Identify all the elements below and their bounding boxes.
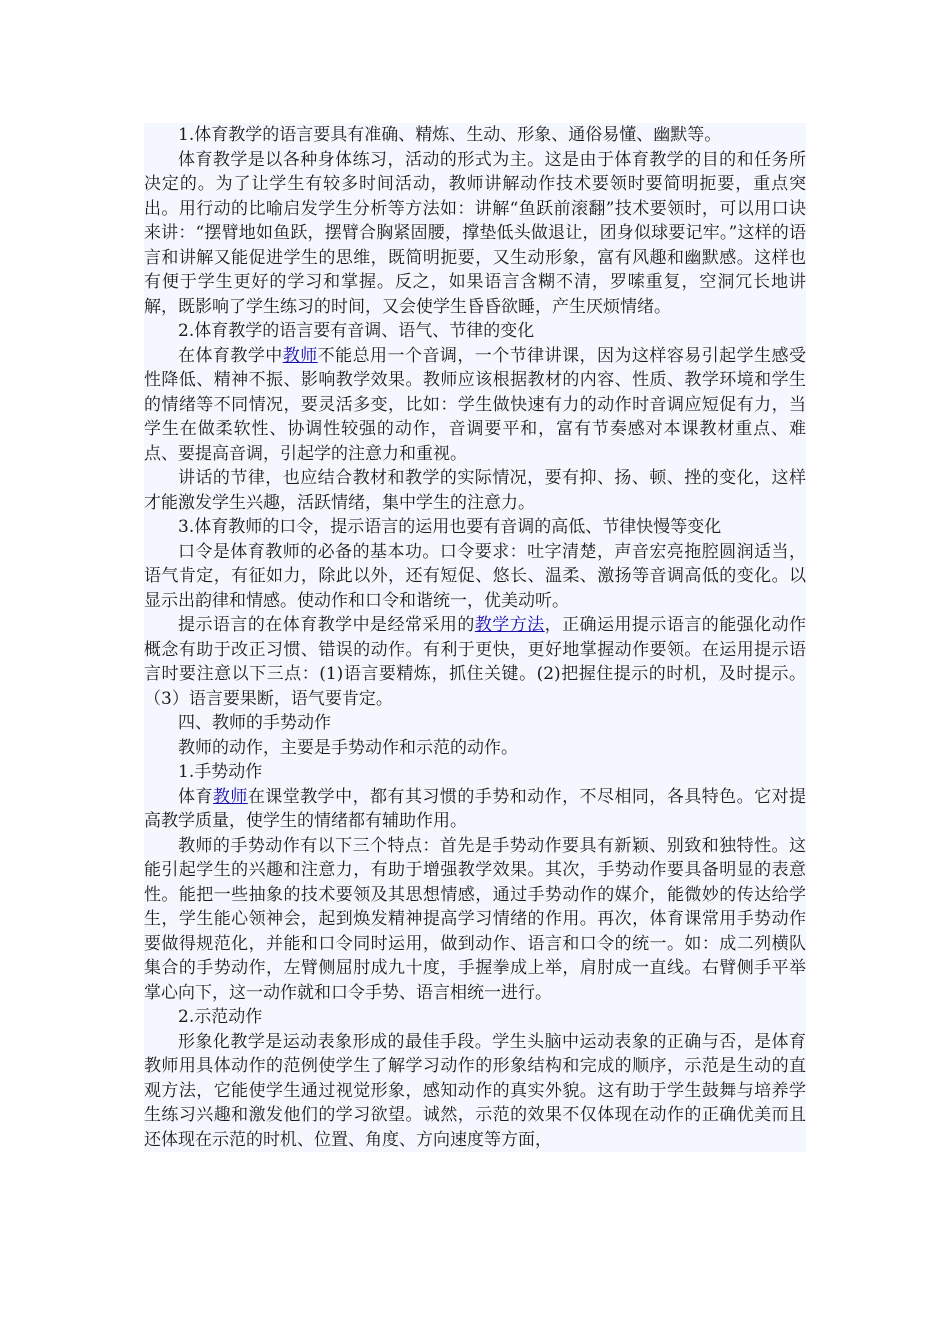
inline-link[interactable]: 教学方法: [474, 615, 545, 635]
text-run: 2.体育教学的语言要有音调、语气、节律的变化: [178, 321, 535, 341]
article-text: [144, 123, 806, 1152]
text-run: 不能总用一个音调，一个节律讲课，因为这样容易引起学生感受性降低、精神不振、影响教学效果。教师应该根据教材的内容、性质、教学环境和学生的情绪等不同情况，要灵活多变，比如：学生做快速有力的动作时音调应短促有力，当学生在做柔软性、协调性较强的动作，音调要平和，富有节奏感对本课教材重点、难点、要提高音调，引起学的注意力和重视。: [144, 345, 807, 464]
text-run: ，正确运用提示语言的能强化动作概念有助于改正习惯、错误的动作。有利于更快，更好地掌握动作要领。在运用提示语言时要注意以下三点：(1)语言要精炼，抓住关键。(2)把握住提示的时机，及时提示。（3）语言要果断，语气要肯定。: [144, 615, 807, 709]
body-paragraph: [144, 540, 806, 614]
text-run: 体育教学是以各种身体练习，活动的形式为主。这是由于体育教学的目的和任务所决定的。为了让学生有较多时间活动，教师讲解动作技术要领时要简明扼要，重点突出。用行动的比喻启发学生分析等方法如：讲解“鱼跃前滚翻”技术要领时，可以用口诀来讲：“摆臂地如鱼跃，摆臂合胸紧固腰，撑垫低头做退让，团身似球要记牢。”这样的语言和讲解又能促进学生的思维，既简明扼要，又生动形象，富有风趣和幽默感。这样也有便于学生更好的学习和掌握。反之，如果语言含糊不清，罗嗦重复，空洞冗长地讲解，既影响了学生练习的时间，又会使学生昏昏欲睡，产生厌烦情绪。: [144, 149, 806, 317]
text-run: 1.体育教学的语言要具有准确、精炼、生动、形象、通俗易懂、幽默等。: [178, 125, 722, 145]
text-run: 教师的动作，主要是手势动作和示范的动作。: [178, 737, 518, 758]
body-paragraph: [144, 834, 806, 1006]
text-run: 在体育教学中: [178, 345, 283, 366]
text-run: 在课堂教学中，都有其习惯的手势和动作，不尽相同，各具特色。它对提高教学质量，使学生的情绪都有辅助作用。: [144, 786, 807, 831]
text-run: 3.体育教师的口令，提示语言的运用也要有音调的高低、节律快慢等变化: [178, 517, 722, 537]
text-run: 四、教师的手势动作: [178, 713, 331, 733]
text-run: 2.示范动作: [178, 1007, 263, 1027]
text-run: 讲话的节律，也应结合教材和教学的实际情况，要有抑、扬、顿、挫的变化，这样才能激发学生兴趣，活跃情绪，集中学生的注意力。: [144, 468, 806, 513]
section-heading: [144, 319, 806, 344]
section-heading: [144, 1005, 806, 1030]
body-paragraph: [144, 613, 806, 711]
text-run: 1.手势动作: [178, 762, 263, 782]
text-run: 体育: [178, 786, 213, 807]
section-heading: [144, 760, 806, 785]
inline-link[interactable]: 教师: [212, 786, 248, 807]
section-heading: [144, 711, 806, 736]
body-paragraph: [144, 344, 806, 467]
text-run: 形象化教学是运动表象形成的最佳手段。学生头脑中运动表象的正确与否，是体育教师用具体动作的范例使学生了解学习动作的形象结构和完成的顺序，示范是生动的直观方法，它能使学生通过视觉形象，感知动作的真实外貌。这有助于学生鼓舞与培养学生练习兴趣和激发他们的学习欲望。诚然，示范的效果不仅体现在动作的正确优美而且还体现在示范的时机、位置、角度、方向速度等方面，: [144, 1031, 806, 1150]
section-heading: [144, 515, 806, 540]
inline-link[interactable]: 教师: [282, 345, 318, 366]
body-paragraph: [144, 785, 806, 834]
section-heading: [144, 123, 806, 148]
body-paragraph: [144, 1030, 806, 1153]
text-run: 提示语言的在体育教学中是经常采用的: [178, 615, 475, 635]
body-paragraph: [144, 148, 806, 320]
text-run: 口令是体育教师的必备的基本功。口令要求：吐字清楚，声音宏亮拖腔圆润适当，语气肯定，有征如力，除此以外，还有短促、悠长、温柔、激扬等音调高低的变化。以显示出韵律和情感。使动作和口令和谐统一，优美动听。: [144, 541, 806, 611]
body-paragraph: [144, 466, 806, 515]
text-run: 教师的手势动作有以下三个特点：首先是手势动作要具有新颖、别致和独特性。这能引起学生的兴趣和注意力，有助于增强教学效果。其次，手势动作要具备明显的表意性。能把一些抽象的技术要领及其思想情感，通过手势动作的媒介，能微妙的传达给学生，学生能心领神会，起到焕发精神提高学习情绪的作用。再次，体育课常用手势动作要做得规范化，并能和口令同时运用，做到动作、语言和口令的统一。如：成二列横队集合的手势动作，左臂侧屈肘成九十度，手握拳成上举，肩肘成一直线。右臂侧手平举掌心向下，这一动作就和口令手势、语言相统一进行。: [144, 835, 806, 1003]
body-paragraph: [144, 736, 806, 761]
